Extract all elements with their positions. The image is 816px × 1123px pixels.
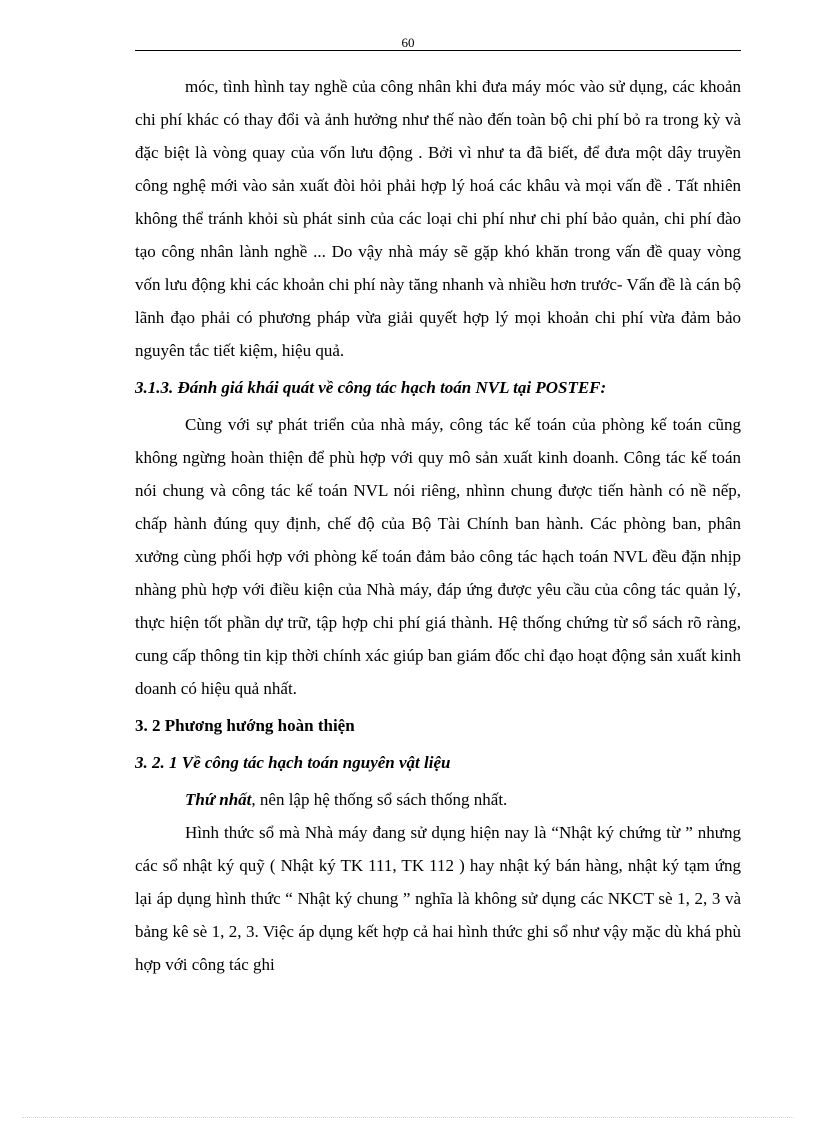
header-rule [135, 50, 741, 51]
section-heading-3-2-1: 3. 2. 1 Về công tác hạch toán nguyên vật liệu [135, 753, 451, 772]
first-point-lead: Thứ nhất [185, 790, 252, 809]
document-body [135, 70, 741, 981]
page-number: 60 [401, 35, 415, 50]
page-bottom-border [22, 1117, 794, 1118]
paragraph-ledger-forms: Hình thức sổ mà Nhà máy đang sử dụng hiện nay là “Nhật ký chứng từ ” nhưng các sổ nhật ký quỹ ( Nhật ký TK 111, TK 112 ) hay nhật ký bán hàng, nhật ký tạm ứng lại áp dụng hình thức “ Nhật ký chung ” nghĩa là không sử dụng các NKCT sè 1, 2, 3 và bảng kê sè 1, 2, 3. Việc áp dụng kết hợp cả hai hình thức ghi sổ như vậy mặc dù khá phù hợp với công tác ghi [135, 823, 741, 974]
section-heading-3-1-3: 3.1.3. Đánh giá khái quát về công tác hạch toán NVL tại POSTEF: [135, 378, 607, 397]
section-heading-3-2: 3. 2 Phương hướng hoàn thiện [135, 716, 355, 735]
first-point-text: , nên lập hệ thống sổ sách thống nhất. [251, 790, 508, 809]
paragraph-accounting-evaluation: Cùng với sự phát triển của nhà máy, công tác kế toán của phòng kế toán cũng không ngừng hoàn thiện để phù hợp với quy mô sản xuất kinh doanh. Công tác kế toán nói chung và công tác kế toán NVL nói riêng, nhìnn chung được tiến hành có nề nếp, chấp hành đúng quy định, chế độ của Bộ Tài Chính ban hành. Các phòng ban, phân xưởng cùng phối hợp với phòng kế toán đảm bảo công tác hạch toán NVL đều đặn nhịp nhàng phù hợp với điều kiện của Nhà máy, đáp ứng được yêu cầu của công tác quản lý, thực hiện tốt phần dự trữ, tập hợp chi phí giá thành. Hệ thống chứng từ sổ sách rõ ràng, cung cấp thông tin kịp thời chính xác giúp ban giám đốc chỉ đạo hoạt động sản xuất kinh doanh có hiệu quả nhất. [135, 415, 741, 698]
paragraph-first-point [135, 783, 741, 816]
paragraph-cost-management: móc, tình hình tay nghề của công nhân khi đưa máy móc vào sử dụng, các khoản chi phí khác có thay đổi và ảnh hưởng như thế nào đến toàn bộ chi phí bỏ ra trong kỳ và đặc biệt là vòng quay của vốn lưu động . Bởi vì như ta đã biết, để đưa một dây truyền công nghệ mới vào sản xuất đòi hỏi phải hợp lý hoá các khâu và mọi vấn đề . Tất nhiên không thể tránh khỏi sù phát sinh của các loại chi phí như chi phí bảo quản, chi phí đào tạo công nhân lành nghề ... Do vậy nhà máy sẽ gặp khó khăn trong vấn đề quay vòng vốn lưu động khi các khoản chi phí này tăng nhanh và nhiều hơn trước- Vấn đề là cán bộ lãnh đạo phải có phương pháp vừa giải quyết hợp lý mọi khoản chi phí vừa đảm bảo nguyên tắc tiết kiệm, hiệu quả. [135, 77, 741, 360]
